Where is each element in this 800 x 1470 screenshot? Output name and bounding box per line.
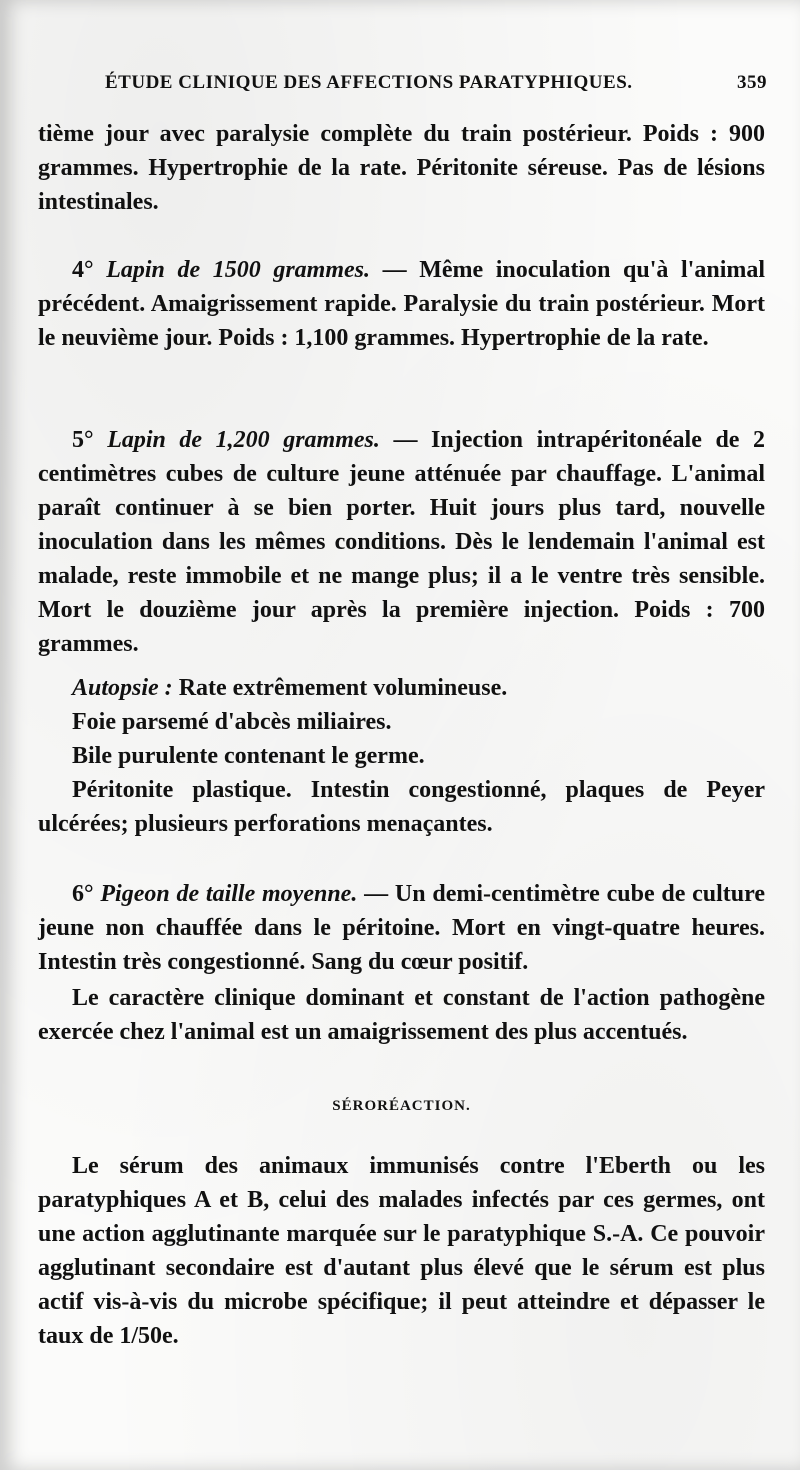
autopsy-text: Rate extrêmement volumineuse. [172,675,508,701]
item-lead: Pigeon de taille moyenne. [100,881,358,907]
item-number: 5° [72,427,94,453]
item-body: — Injection intrapéritonéale de 2 centimètres cubes de culture jeune atténuée par chauffage. L'animal paraît continuer à se bien porter. Huit jours plus tard, nouvelle inoculation dans les mêmes conditions. Dès le lendemain l'animal est malade, reste immobile et ne mange plus; il a le ventre très sensible. Mort le douzième jour après la première injection. Poids : 700 grammes. [38,427,766,657]
autopsy-line-2: Foie parsemé d'abcès miliaires. [72,709,392,735]
item-body: — Même inoculation qu'à l'animal précédent. Amaigrissement rapide. Paralysie du train postérieur. Mort le neuvième jour. Poids : 1,100 grammes. Hypertrophie de la rate. [38,257,766,351]
autopsy-line-4: Péritonite plastique. Intestin congestionné, plaques de Peyer ulcérées; plusieurs perforations menaçantes. [38,777,765,837]
paragraph-rabbit-5 [38,423,765,661]
paragraph-pigeon-6 [38,877,765,979]
item-lead: Lapin de 1,200 grammes. [107,427,380,453]
autopsy-line-1 [38,671,765,705]
paragraph-rabbit-4 [38,253,765,355]
paragraph-summary: Le caractère clinique dominant et constant de l'action pathogène exercée chez l'animal est un amaigrissement des plus accentués. [38,985,765,1045]
item-number: 4° [72,257,94,283]
item-number: 6° [72,881,94,907]
item-body: — Un demi-centimètre cube de culture jeune non chauffée dans le péritoine. Mort en vingt-quatre heures. Intestin très congestionné. Sang du cœur positif. [38,881,766,975]
header-title: ÉTUDE CLINIQUE DES AFFECTIONS PARATYPHIQUES. [105,72,633,93]
autopsy-label: Autopsie : [72,675,173,701]
paragraph-continuation: tième jour avec paralysie complète du train postérieur. Poids : 900 grammes. Hypertrophie de la rate. Péritonite séreuse. Pas de lésions intestinales. [38,121,765,215]
item-lead: Lapin de 1500 grammes. [106,257,371,283]
section-heading: SÉRORÉACTION. [332,1098,471,1114]
autopsy-line-3: Bile purulente contenant le germe. [72,743,425,769]
page-number: 359 [737,72,767,93]
paragraph-seroreaction: Le sérum des animaux immunisés contre l'Eberth ou les paratyphiques A et B, celui des malades infectés par ces germes, ont une action agglutinante marquée sur le paratyphique S.-A. Ce pouvoir agglutinant secondaire est d'autant plus élevé que le sérum est plus actif vis-à-vis du microbe spécifique; il peut atteindre et dépasser le taux de 1/50e. [38,1153,765,1349]
running-header [105,72,767,102]
